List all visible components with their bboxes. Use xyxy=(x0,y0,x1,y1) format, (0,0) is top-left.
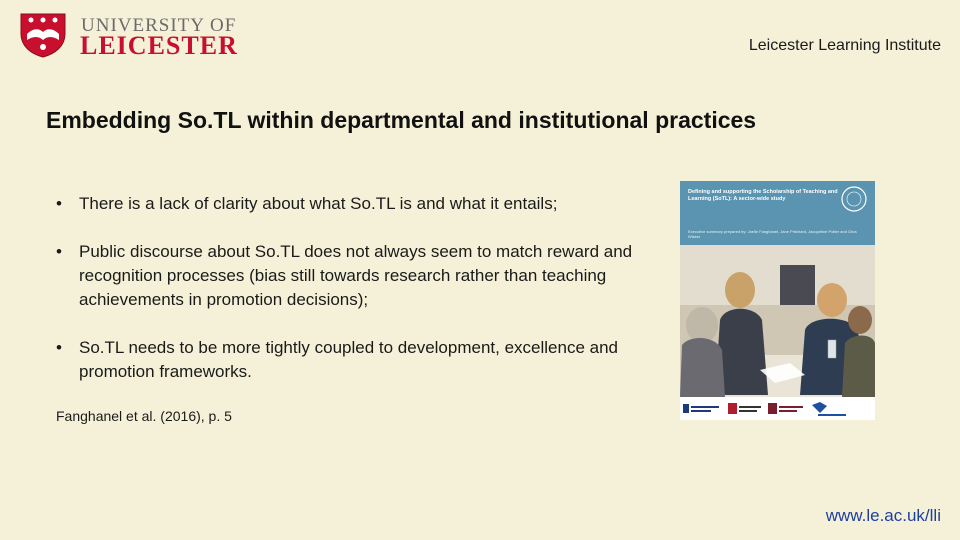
bullet-list xyxy=(56,192,676,408)
slide-title: Embedding So.TL within departmental and institutional practices xyxy=(46,107,757,133)
citation: Fanghanel et al. (2016), p. 5 xyxy=(56,408,232,424)
logo-text-university-of: UNIVERSITY OF xyxy=(81,15,237,36)
cover-authors: Executive summary prepared by: Joelle Fanghanel, Jane Pritchard, Jacqueline Potter and Gina Wisker xyxy=(688,229,857,239)
bullet-icon: • xyxy=(56,338,62,357)
cover-photo-people-icon xyxy=(680,245,875,397)
institute-name: Leicester Learning Institute xyxy=(748,37,941,54)
bullet-icon: • xyxy=(56,194,62,213)
bullet-item xyxy=(56,336,676,384)
bullet-icon: • xyxy=(56,242,62,261)
cover-title: Defining and supporting the Scholarship of Teaching and Learning (SoTL): A sector-wide study xyxy=(688,189,838,202)
logo-text-leicester: LEICESTER xyxy=(80,31,238,60)
cover-title-band xyxy=(680,181,875,245)
bullet-text: There is a lack of clarity about what So.TL is and what it entails; xyxy=(79,194,558,213)
bullet-item xyxy=(56,240,676,312)
university-logo xyxy=(19,12,259,62)
bullet-text: So.TL needs to be more tightly coupled to development, excellence and promotion frameworks. xyxy=(79,338,618,381)
shield-crest-icon xyxy=(19,12,67,58)
report-cover-image xyxy=(680,181,875,420)
bullet-text: Public discourse about So.TL does not always seem to match reward and recognition processes (bias still towards research rather than teaching achievements in promotion decisions); xyxy=(79,242,633,309)
cover-badge-icon xyxy=(839,184,869,214)
footer-url-link[interactable]: www.le.ac.uk/lli xyxy=(825,506,941,525)
bullet-item xyxy=(56,192,676,216)
cover-partner-logos-icon xyxy=(680,397,875,420)
